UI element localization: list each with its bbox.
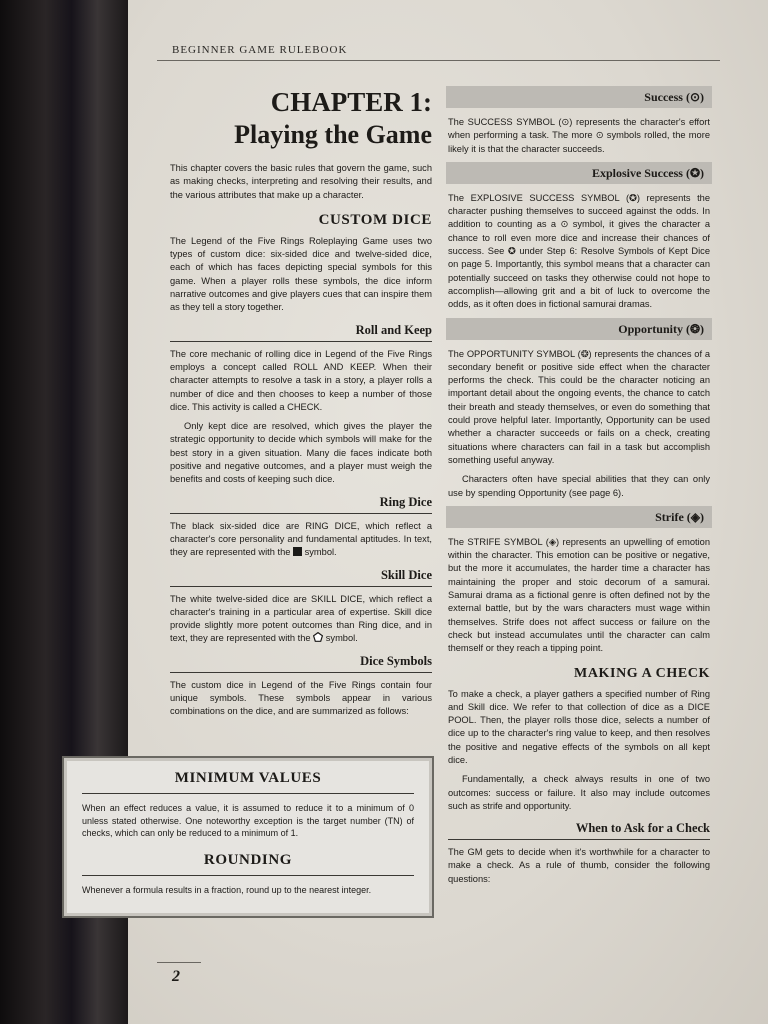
opportunity-band: Opportunity (❂) [446, 318, 712, 340]
dice-symbols-heading: Dice Symbols [170, 654, 432, 673]
rounding-paragraph: Whenever a formula results in a fraction, round up to the nearest integer. [82, 884, 372, 895]
roll-and-keep-paragraph-2: Only kept dice are resolved, which gives the player the strategic opportunity to decide which symbols will make for the best story in a given situation. Many die faces indicate both positive and negative outcomes, and a player must weigh the benefits and costs of keeping such dice. [170, 421, 432, 485]
opportunity-paragraph-2: Characters often have special abilities that they can only use by spending Opportunity (see page 6). [448, 474, 710, 498]
header-divider [157, 60, 720, 61]
page-number-rule [157, 962, 201, 963]
minimum-values-paragraph: When an effect reduces a value, it is assumed to reduce it to a minimum of 0 unless stated otherwise. One noteworthy exception is the target number (TN) of checks, which can only be reduced to a minimum of 1. [82, 803, 414, 838]
ring-dice-paragraph [170, 520, 432, 560]
skill-dice-heading: Skill Dice [170, 568, 432, 587]
skill-dice-text: The white twelve-sided dice are SKILL DICE, which reflect a character's training in a particular area of expertise. Skill dice provide slightly more potent outcomes than Ring dice, and in text, they are represented with the [170, 593, 432, 644]
chapter-name: Playing the Game [234, 120, 432, 149]
explosive-success-band: Explosive Success (✪) [446, 162, 712, 184]
opportunity-paragraph-1: The OPPORTUNITY SYMBOL (❂) represents the chances of a secondary benefit or positive side effect when the character performs the check. This could be the character noticing an important detail about the ongoing events, the chance to catch their breath and steady themselves, or even do something that could prove helpful later. Importantly, Opportunity can be used whether a character succeeds or fails on a check, creating situations where characters can fail in a task but accomplish something useful anyway. [448, 348, 710, 465]
ring-dice-text: The black six-sided dice are RING DICE, which reflect a character's core personality and fundamental aptitudes. In text, they are represented with the [170, 520, 432, 558]
roll-and-keep-paragraph-1: The core mechanic of rolling dice in Legend of the Five Rings employs a concept called ROLL AND KEEP. When their character attempts to resolve a task in a story, a player rolls a number of dice and then chooses to keep a number of those dice. This activity is called a CHECK. [170, 348, 432, 412]
strife-paragraph: The STRIFE SYMBOL (◈) represents an upwelling of emotion within the character. This emotion can be positive or negative, but the more it accumulates, the harder time a character has maintaining the proper and stoic decorum of a samurai. Samurai drama as a fictional genre is often defined not by the external battle, but by the wars characters must wage within themselves. Strife does not affect success or failure on the check but instead accumulates until the character can calm themself or they reach a tipping point. [448, 536, 710, 654]
ring-die-icon [293, 547, 302, 556]
chapter-number: CHAPTER 1: [270, 87, 432, 117]
skill-dice-paragraph [170, 593, 432, 646]
dice-symbols-paragraph: The custom dice in Legend of the Five Rings contain four unique symbols. These symbols appear in various combinations on the dice, and are summarized as follows: [170, 679, 432, 717]
making-a-check-paragraph-2: Fundamentally, a check always results in one of two outcomes: success or failure. It also may include outcomes such as strife and opportunity. [448, 774, 710, 811]
left-column [170, 86, 432, 725]
success-paragraph: The SUCCESS SYMBOL (⊙) represents the character's effort when performing a task. The more ⊙ symbols rolled, the more likely it is that the character succeeds. [448, 117, 710, 154]
page-number: 2 [172, 968, 180, 985]
chapter-title [170, 86, 432, 152]
when-to-ask-heading: When to Ask for a Check [448, 821, 710, 840]
roll-and-keep-heading: Roll and Keep [170, 323, 432, 342]
skill-die-icon [313, 632, 323, 642]
when-to-ask-paragraph: The GM gets to decide when it's worthwhile for a character to make a check. As a rule of thumb, consider the following questions: [448, 847, 710, 884]
right-column [448, 86, 710, 892]
explosive-success-paragraph: The EXPLOSIVE SUCCESS SYMBOL (✪) represents the character pushing themselves to succeed against the odds. In addition to counting as a ⊙ symbol, it gives the character a chance to roll even more dice and increase their chances of success. See ✪ under Step 6: Resolve Symbols of Kept Dice on page 5. Importantly, this symbol means that a character can potentially succeed on tasks they otherwise could not hope to accomplish—allowing grit and a bit of luck to overcome the odds, as it often does in fictional samurai dramas. [448, 192, 710, 310]
ring-dice-text-end: symbol. [304, 547, 337, 558]
minimum-values-heading: MINIMUM VALUES [82, 770, 414, 794]
success-band: Success (⊙) [446, 86, 712, 108]
making-a-check-heading: MAKING A CHECK [574, 665, 710, 681]
running-header: BEGINNER GAME RULEBOOK [172, 44, 348, 56]
custom-dice-heading: CUSTOM DICE [318, 211, 432, 228]
ring-dice-heading: Ring Dice [170, 495, 432, 514]
making-a-check-paragraph-1: To make a check, a player gathers a specified number of Ring and Skill dice. We refer to that collection of dice as a DICE POOL. Then, the player rolls those dice, selects a number of dice up to the character's ring value to keep, and then resolves the positive and negative effects of the symbols on all kept dice. [448, 688, 710, 765]
skill-dice-text-end: symbol. [325, 633, 358, 644]
rounding-heading: ROUNDING [82, 852, 414, 876]
strife-band: Strife (◈) [446, 506, 712, 528]
intro-paragraph: This chapter covers the basic rules that govern the game, such as making checks, interpreting and resolving their results, and the various attributes that make up a character. [170, 163, 432, 200]
rules-sidebar-box [62, 756, 434, 918]
custom-dice-paragraph: The Legend of the Five Rings Roleplaying Game uses two types of custom dice: six-sided dice and twelve-sided dice, each of which has faces depicting special symbols for this game. When a player rolls these symbols, the dice inform narrative outcomes and give players cues that can inspire them as they tell a story together. [170, 235, 432, 313]
